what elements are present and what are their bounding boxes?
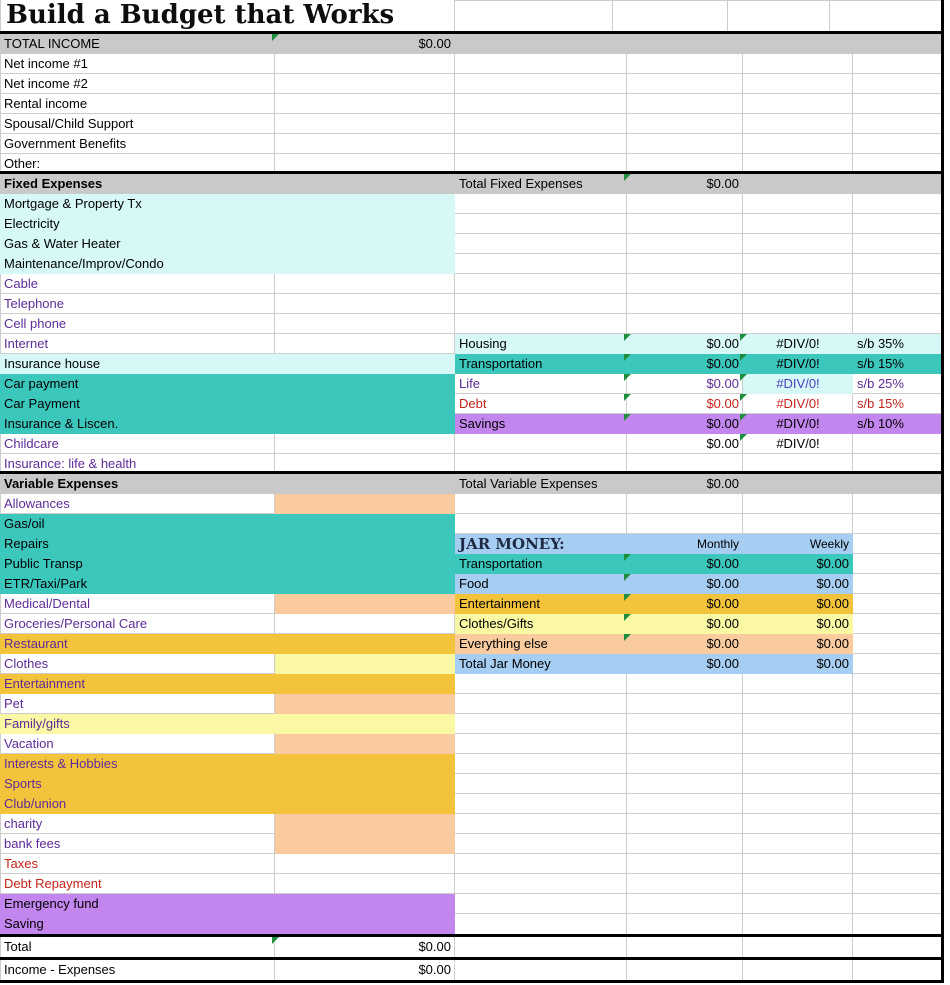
cell-0-00[interactable]: $0.00 (706, 176, 739, 191)
cell-allowances[interactable]: Allowances (4, 496, 70, 511)
gridline-title-vertical (612, 0, 613, 31)
cell-s-b-35[interactable]: s/b 35% (857, 336, 904, 351)
cell-electricity[interactable]: Electricity (4, 216, 60, 231)
cell-debt-repayment[interactable]: Debt Repayment (4, 876, 102, 891)
cell-emergency-fund[interactable]: Emergency fund (4, 896, 99, 911)
cell-clothes-gifts[interactable]: Clothes/Gifts (459, 616, 534, 631)
cell-club-union[interactable]: Club/union (4, 796, 67, 811)
cell-gas-water-heater[interactable]: Gas & Water Heater (4, 236, 121, 251)
cell-s-b-25[interactable]: s/b 25% (857, 376, 904, 391)
cell-div-0[interactable]: #DIV/0! (776, 356, 820, 371)
cell-s-b-15[interactable]: s/b 15% (857, 396, 904, 411)
cell-telephone[interactable]: Telephone (4, 296, 64, 311)
cell-savings[interactable]: Savings (459, 416, 506, 431)
cell-div-0[interactable]: #DIV/0! (776, 396, 820, 411)
cell-div-0[interactable]: #DIV/0! (776, 376, 820, 391)
cell-insurance-house[interactable]: Insurance house (4, 356, 101, 371)
cell-maintenance-improv-condo[interactable]: Maintenance/Improv/Condo (4, 256, 164, 271)
cell-housing[interactable]: Housing (459, 336, 507, 351)
cell-bank-fees[interactable]: bank fees (4, 836, 61, 851)
cell-monthly[interactable]: Monthly (696, 537, 739, 551)
cell-0-00[interactable]: $0.00 (706, 576, 739, 591)
cell-pet[interactable]: Pet (4, 696, 24, 711)
cell-mortgage-property-tx[interactable]: Mortgage & Property Tx (4, 196, 142, 211)
cell-0-00[interactable]: $0.00 (816, 636, 849, 651)
cell-cell-phone[interactable]: Cell phone (4, 316, 67, 331)
cell-0-00[interactable]: $0.00 (706, 396, 739, 411)
cell-0-00[interactable]: $0.00 (706, 616, 739, 631)
cell-transportation[interactable]: Transportation (459, 556, 543, 571)
cell-total-variable-expenses[interactable]: Total Variable Expenses (459, 476, 598, 491)
cell-sports[interactable]: Sports (4, 776, 42, 791)
cell-fixed-expenses[interactable]: Fixed Expenses (4, 176, 103, 191)
cell-s-b-15[interactable]: s/b 15% (857, 356, 904, 371)
sheet-title[interactable]: Build a Budget that Works (6, 0, 395, 30)
cell-0-00[interactable]: $0.00 (706, 416, 739, 431)
cell-taxes[interactable]: Taxes (4, 856, 38, 871)
cell-0-00[interactable]: $0.00 (418, 962, 451, 977)
cell-weekly[interactable]: Weekly (809, 537, 849, 551)
cell-other[interactable]: Other: (4, 156, 41, 171)
cell-0-00[interactable]: $0.00 (816, 576, 849, 591)
section-border (941, 0, 944, 983)
cell-net-income-1[interactable]: Net income #1 (4, 56, 88, 71)
cell-clothes[interactable]: Clothes (4, 656, 49, 671)
cell-0-00[interactable]: $0.00 (706, 556, 739, 571)
cell-public-transp[interactable]: Public Transp (4, 556, 83, 571)
cell-0-00[interactable]: $0.00 (816, 556, 849, 571)
cell-food[interactable]: Food (459, 576, 489, 591)
cell-fill-peach (275, 694, 455, 714)
cell-income-expenses[interactable]: Income - Expenses (4, 962, 116, 977)
cell-fill-paleYellow (275, 654, 455, 674)
cell-0-00[interactable]: $0.00 (418, 939, 451, 954)
gridline-title-vertical (454, 0, 455, 31)
cell-debt[interactable]: Debt (459, 396, 487, 411)
cell-etr-taxi-park[interactable]: ETR/Taxi/Park (4, 576, 88, 591)
cell-0-00[interactable]: $0.00 (816, 656, 849, 671)
cell-internet[interactable]: Internet (4, 336, 49, 351)
cell-insurance-liscen[interactable]: Insurance & Liscen. (4, 416, 119, 431)
cell-0-00[interactable]: $0.00 (706, 656, 739, 671)
cell-saving[interactable]: Saving (4, 916, 44, 931)
cell-repairs[interactable]: Repairs (4, 536, 49, 551)
cell-government-benefits[interactable]: Government Benefits (4, 136, 127, 151)
cell-div-0[interactable]: #DIV/0! (776, 436, 820, 451)
cell-div-0[interactable]: #DIV/0! (776, 336, 820, 351)
cell-0-00[interactable]: $0.00 (816, 596, 849, 611)
cell-div-0[interactable]: #DIV/0! (776, 416, 820, 431)
cell-0-00[interactable]: $0.00 (706, 636, 739, 651)
cell-entertainment[interactable]: Entertainment (459, 596, 540, 611)
gridline-title-vertical (727, 0, 728, 31)
cell-net-income-2[interactable]: Net income #2 (4, 76, 88, 91)
cell-transportation[interactable]: Transportation (459, 356, 543, 371)
cell-0-00[interactable]: $0.00 (706, 356, 739, 371)
gridline-title-vertical (829, 0, 830, 31)
cell-0-00[interactable]: $0.00 (706, 376, 739, 391)
cell-total[interactable]: Total (4, 939, 32, 954)
cell-car-payment[interactable]: Car Payment (4, 396, 80, 411)
cell-entertainment[interactable]: Entertainment (4, 676, 85, 691)
cell-fill-peach (275, 494, 455, 514)
gridline-hairline (455, 0, 941, 1)
cell-0-00[interactable]: $0.00 (816, 616, 849, 631)
cell-0-00[interactable]: $0.00 (706, 336, 739, 351)
cell-life[interactable]: Life (459, 376, 480, 391)
cell-insurance-life-health[interactable]: Insurance: life & health (4, 456, 137, 471)
cell-s-b-10[interactable]: s/b 10% (857, 416, 904, 431)
cell-total-jar-money[interactable]: Total Jar Money (459, 656, 551, 671)
cell-gas-oil[interactable]: Gas/oil (4, 516, 45, 531)
cell-spousal-child-support[interactable]: Spousal/Child Support (4, 116, 134, 131)
cell-0-00[interactable]: $0.00 (706, 476, 739, 491)
cell-medical-dental[interactable]: Medical/Dental (4, 596, 90, 611)
cell-car-payment[interactable]: Car payment (4, 376, 79, 391)
cell-total-fixed-expenses[interactable]: Total Fixed Expenses (459, 176, 583, 191)
cell-rental-income[interactable]: Rental income (4, 96, 88, 111)
cell-variable-expenses[interactable]: Variable Expenses (4, 476, 119, 491)
cell-fill-peach (275, 594, 455, 614)
cell-fill-peach (275, 734, 455, 754)
cell-family-gifts[interactable]: Family/gifts (4, 716, 70, 731)
cell-cable[interactable]: Cable (4, 276, 38, 291)
section-border (0, 980, 944, 983)
cell-jar-money[interactable]: JAR MONEY: (459, 535, 565, 553)
cell-vacation[interactable]: Vacation (4, 736, 54, 751)
cell-everything-else[interactable]: Everything else (459, 636, 548, 651)
cell-charity[interactable]: charity (4, 816, 43, 831)
cell-0-00[interactable]: $0.00 (706, 436, 739, 451)
cell-restaurant[interactable]: Restaurant (4, 636, 68, 651)
cell-0-00[interactable]: $0.00 (706, 596, 739, 611)
cell-interests-hobbies[interactable]: Interests & Hobbies (4, 756, 118, 771)
cell-0-00[interactable]: $0.00 (418, 36, 451, 51)
cell-groceries-personal-care[interactable]: Groceries/Personal Care (4, 616, 148, 631)
cell-childcare[interactable]: Childcare (4, 436, 59, 451)
cell-total-income[interactable]: TOTAL INCOME (4, 36, 100, 51)
cell-fill-peach (275, 814, 455, 854)
